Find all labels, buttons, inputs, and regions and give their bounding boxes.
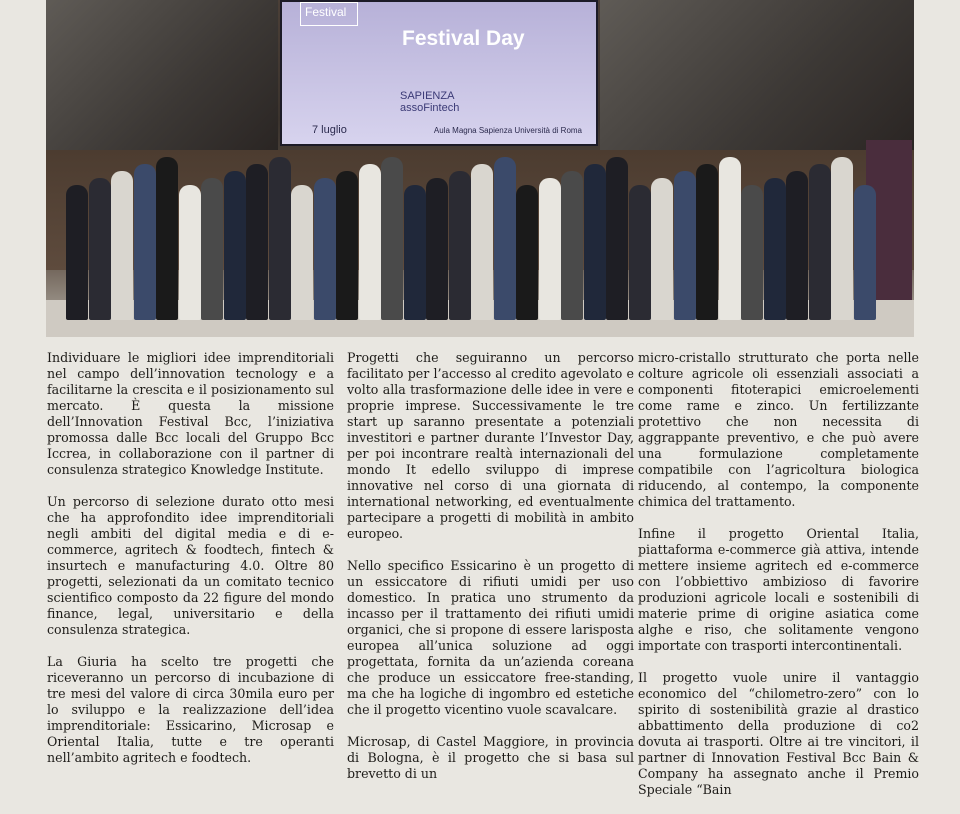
- person-silhouette: [831, 157, 853, 320]
- event-group-photo: [46, 0, 914, 337]
- person-silhouette: [449, 171, 471, 320]
- sapienza-logo: SAPIENZA: [400, 90, 455, 102]
- article-column-1: [47, 350, 334, 782]
- person-silhouette: [561, 171, 583, 320]
- person-silhouette: [606, 157, 628, 320]
- person-silhouette: [426, 178, 448, 320]
- person-silhouette: [741, 185, 763, 320]
- fresco-left: [46, 0, 278, 150]
- person-silhouette: [404, 185, 426, 320]
- person-silhouette: [134, 164, 156, 320]
- paragraph: micro-cristallo strutturato che porta nelle colture agricole oli essenziali associati a componenti fitoterapici emicroelementi come rame e zinco. Un fertilizzante protettivo che non necessita di aggrappante preventivo, e che può avere una formulazione completamente compatibile con l’agricoltura biologica riducendo, al contempo, la componente chimica del trattamento.: [638, 350, 919, 509]
- screen-date: 7 luglio: [312, 124, 347, 136]
- group-of-people: [66, 150, 854, 320]
- person-silhouette: [854, 185, 876, 320]
- paragraph: Individuare le migliori idee imprenditoriali nel campo dell’innovation tecnology e a facilitarne la crescita e il posizionamento sul mercato. È questa la missione dell’Innovation Festival Bcc, l’iniziativa promossa dalle Bcc locali del Gruppo Bcc Iccrea, in collaborazione con il partner di consulenza strategico Knowledge Institute.: [47, 350, 334, 477]
- person-silhouette: [494, 157, 516, 320]
- person-silhouette: [179, 185, 201, 320]
- assofintech-logo: assoFintech: [400, 102, 460, 114]
- paragraph: Infine il progetto Oriental Italia, piattaforma e-commerce già attiva, intende mettere insieme agritech ed e-commerce con l’obbiettivo ambizioso di favorire produzioni agricole locali e sostenibili di materie prime di origine asiatica come alghe e riso, che solitamente vengono importate con trasporti intercontinentali.: [638, 526, 919, 653]
- sponsor-logos: [400, 90, 596, 114]
- person-silhouette: [201, 178, 223, 320]
- person-silhouette: [539, 178, 561, 320]
- person-silhouette: [584, 164, 606, 320]
- person-silhouette: [809, 164, 831, 320]
- person-silhouette: [156, 157, 178, 320]
- person-silhouette: [111, 171, 133, 320]
- person-silhouette: [359, 164, 381, 320]
- person-silhouette: [674, 171, 696, 320]
- screen-venue: Aula Magna Sapienza Università di Roma: [433, 126, 582, 135]
- person-silhouette: [516, 185, 538, 320]
- person-silhouette: [336, 171, 358, 320]
- projection-screen: [280, 0, 598, 146]
- person-silhouette: [381, 157, 403, 320]
- person-silhouette: [89, 178, 111, 320]
- person-silhouette: [314, 178, 336, 320]
- person-silhouette: [629, 185, 651, 320]
- article-column-3: [638, 350, 919, 814]
- person-silhouette: [719, 157, 741, 320]
- person-silhouette: [224, 171, 246, 320]
- article-column-2: [347, 350, 634, 798]
- person-silhouette: [696, 164, 718, 320]
- person-silhouette: [651, 178, 673, 320]
- fresco-right: [600, 0, 914, 150]
- festival-logo: Festival: [300, 2, 358, 26]
- paragraph: Il progetto vuole unire il vantaggio economico del “chilometro-zero” con lo spirito di sostenibilità grazie al drastico abbattimento della produzione di co2 dovuta ai trasporti. Oltre ai tre vincitori, il partner di Innovation Festival Bcc Bain & Company ha assegnato anche il Premio Speciale “Bain: [638, 670, 919, 797]
- person-silhouette: [786, 171, 808, 320]
- person-silhouette: [764, 178, 786, 320]
- person-silhouette: [471, 164, 493, 320]
- person-silhouette: [291, 185, 313, 320]
- person-silhouette: [269, 157, 291, 320]
- paragraph: Progetti che seguiranno un percorso facilitato per l’accesso al credito agevolato e volto alla trasformazione delle idee in vere e proprie imprese. Successivamente le tre start up saranno presentate a potenziali investitori e partner durante l’Investor Day, per poi incontrare realtà internazionali del mondo It edello sviluppo di imprese innovative nel corso di una giornata di international networking, ed eventualmente partecipare a progetti di mobilità in ambito europeo.: [347, 350, 634, 541]
- screen-title: Festival Day: [402, 27, 525, 50]
- paragraph: Microsap, di Castel Maggiore, in provincia di Bologna, è il progetto che si basa sul brevetto di un: [347, 734, 634, 781]
- paragraph: Nello specifico Essicarino è un progetto di un essiccatore di rifiuti umidi per uso domestico. In pratica uno strumento da incasso per il trattamento dei rifiuti umidi organici, che si propone di essere larisposta europea all’unica soluzione ad oggi progettata, fornita da un’azienda coreana che produce un essiccatore free-standing, ma che ha logiche di ingombro ed estetiche che il progetto vicentino vuole scavalcare.: [347, 558, 634, 717]
- paragraph: Un percorso di selezione durato otto mesi che ha approfondito idee imprenditoriali negli ambiti del digital media e di e-commerce, agritech & foodtech, fintech & insurtech e manufacturing 4.0. Oltre 80 progetti, selezionati da un comitato tecnico scientifico composto da 22 figure del mondo finance, legal, universitario e della consulenza strategica.: [47, 494, 334, 637]
- paragraph: La Giuria ha scelto tre progetti che riceveranno un percorso di incubazione di tre mesi del valore di circa 30mila euro per lo sviluppo e la realizzazione dell’idea imprenditoriale: Essicarino, Microsap e Oriental Italia, tutte e tre operanti nell’ambito agritech e foodtech.: [47, 654, 334, 765]
- person-silhouette: [66, 185, 88, 320]
- person-silhouette: [246, 164, 268, 320]
